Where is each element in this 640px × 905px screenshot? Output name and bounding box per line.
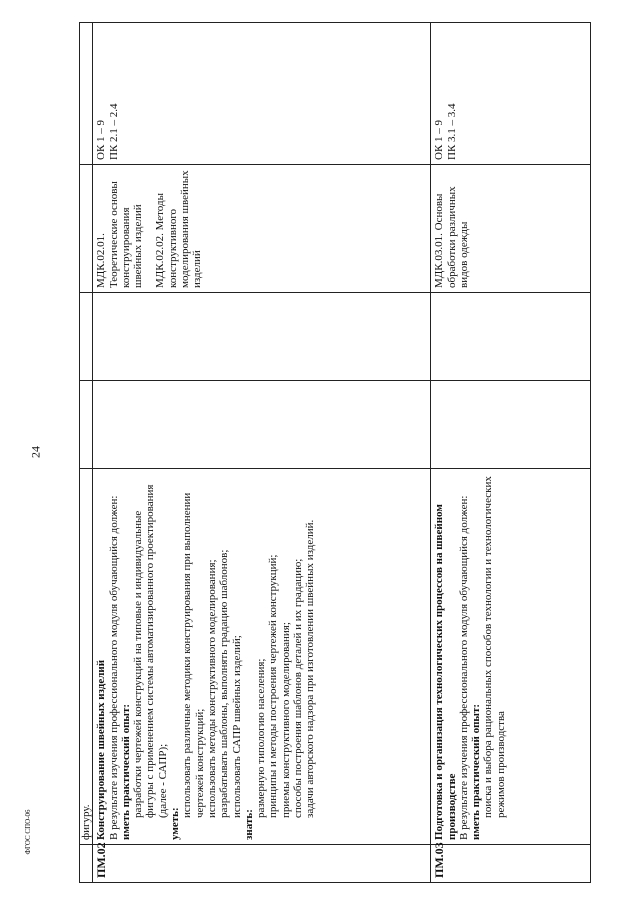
- empty-cell: [93, 293, 431, 381]
- module-description-cell: [431, 469, 591, 845]
- competence-entry: ОК 1 – 9: [95, 119, 108, 160]
- description-line: использовать методы конструктивного моделирования;: [205, 559, 218, 818]
- table-row: [93, 23, 431, 883]
- description-line: использовать САПР швейных изделий;: [230, 635, 243, 818]
- empty-cell: [80, 293, 93, 381]
- mdk-cell: [80, 165, 93, 293]
- section-heading: уметь:: [169, 807, 182, 840]
- description-line: приемы конструктивного моделирования;: [279, 622, 292, 818]
- description-line: разрабатывать шаблоны, выполнять градацию шаблонов;: [218, 549, 231, 818]
- module-code-cell: ПМ.03: [431, 845, 591, 883]
- description-line: фигуру.: [80, 804, 92, 840]
- mdk-entry: МДК.02.02. Методы конструктивного моделирования швейных изделий: [154, 170, 204, 288]
- description-line: поиска и выбора рациональных способов технологии и технологических режимов производства: [482, 476, 507, 818]
- module-description-cell: [80, 469, 93, 845]
- competence-entry: ОК 1 – 9: [433, 119, 446, 160]
- empty-cell: [93, 381, 431, 469]
- rotated-table-wrapper: [79, 23, 591, 883]
- module-description-cell: [93, 469, 431, 845]
- empty-cell: [431, 293, 591, 381]
- competence-cell: [431, 23, 591, 165]
- table-row: [431, 23, 591, 883]
- description-line: разработки чертежей конструкций на типовые и индивидуальные фигуры с применением системы автоматизированного проектирования (далее - САПР);: [132, 484, 169, 818]
- mdk-entry: МДК.02.01. Теоретические основы конструирования швейных изделий: [95, 181, 145, 288]
- module-code-cell: ПМ.02: [93, 845, 431, 883]
- description-line: использовать различные методики конструирования при выполнении чертежей конструкций;: [181, 492, 206, 818]
- competence-entry: ПК 3.1 – 3.4: [445, 103, 458, 160]
- empty-cell: [431, 381, 591, 469]
- competence-entry: ПК 2.1 – 2.4: [107, 103, 120, 160]
- mdk-cell: [93, 165, 431, 293]
- section-heading: иметь практический опыт:: [119, 703, 132, 840]
- description-line: способы построения шаблонов деталей и их градацию;: [292, 558, 305, 818]
- section-heading: знать:: [242, 809, 255, 840]
- mdk-cell: [431, 165, 591, 293]
- module-code-cell: [80, 845, 93, 883]
- mdk-entry: МДК.03.01. Основы обработки различных видов одежды: [433, 186, 470, 288]
- table-row: [80, 23, 93, 883]
- description-line: задачи авторского надзора при изготовлении швейных изделий.: [304, 519, 317, 818]
- curriculum-table: [79, 22, 591, 883]
- description-line: В результате изучения профессионального модуля обучающийся должен:: [107, 495, 120, 840]
- footer-label: ФГОС СПО-06: [24, 809, 32, 855]
- competence-cell: [93, 23, 431, 165]
- empty-cell: [80, 381, 93, 469]
- description-line: размерную типологию населения;: [255, 658, 268, 818]
- module-title: Конструирование швейных изделий: [95, 659, 108, 840]
- page-number: 24: [28, 446, 43, 458]
- module-title: Подготовка и организация технологических процессов на швейном производстве: [433, 504, 458, 840]
- description-line: принципы и методы построения чертежей конструкций;: [267, 554, 280, 818]
- description-line: В результате изучения профессионального модуля обучающийся должен:: [457, 495, 470, 840]
- section-heading: иметь практический опыт:: [470, 703, 483, 840]
- competence-cell: [80, 23, 93, 165]
